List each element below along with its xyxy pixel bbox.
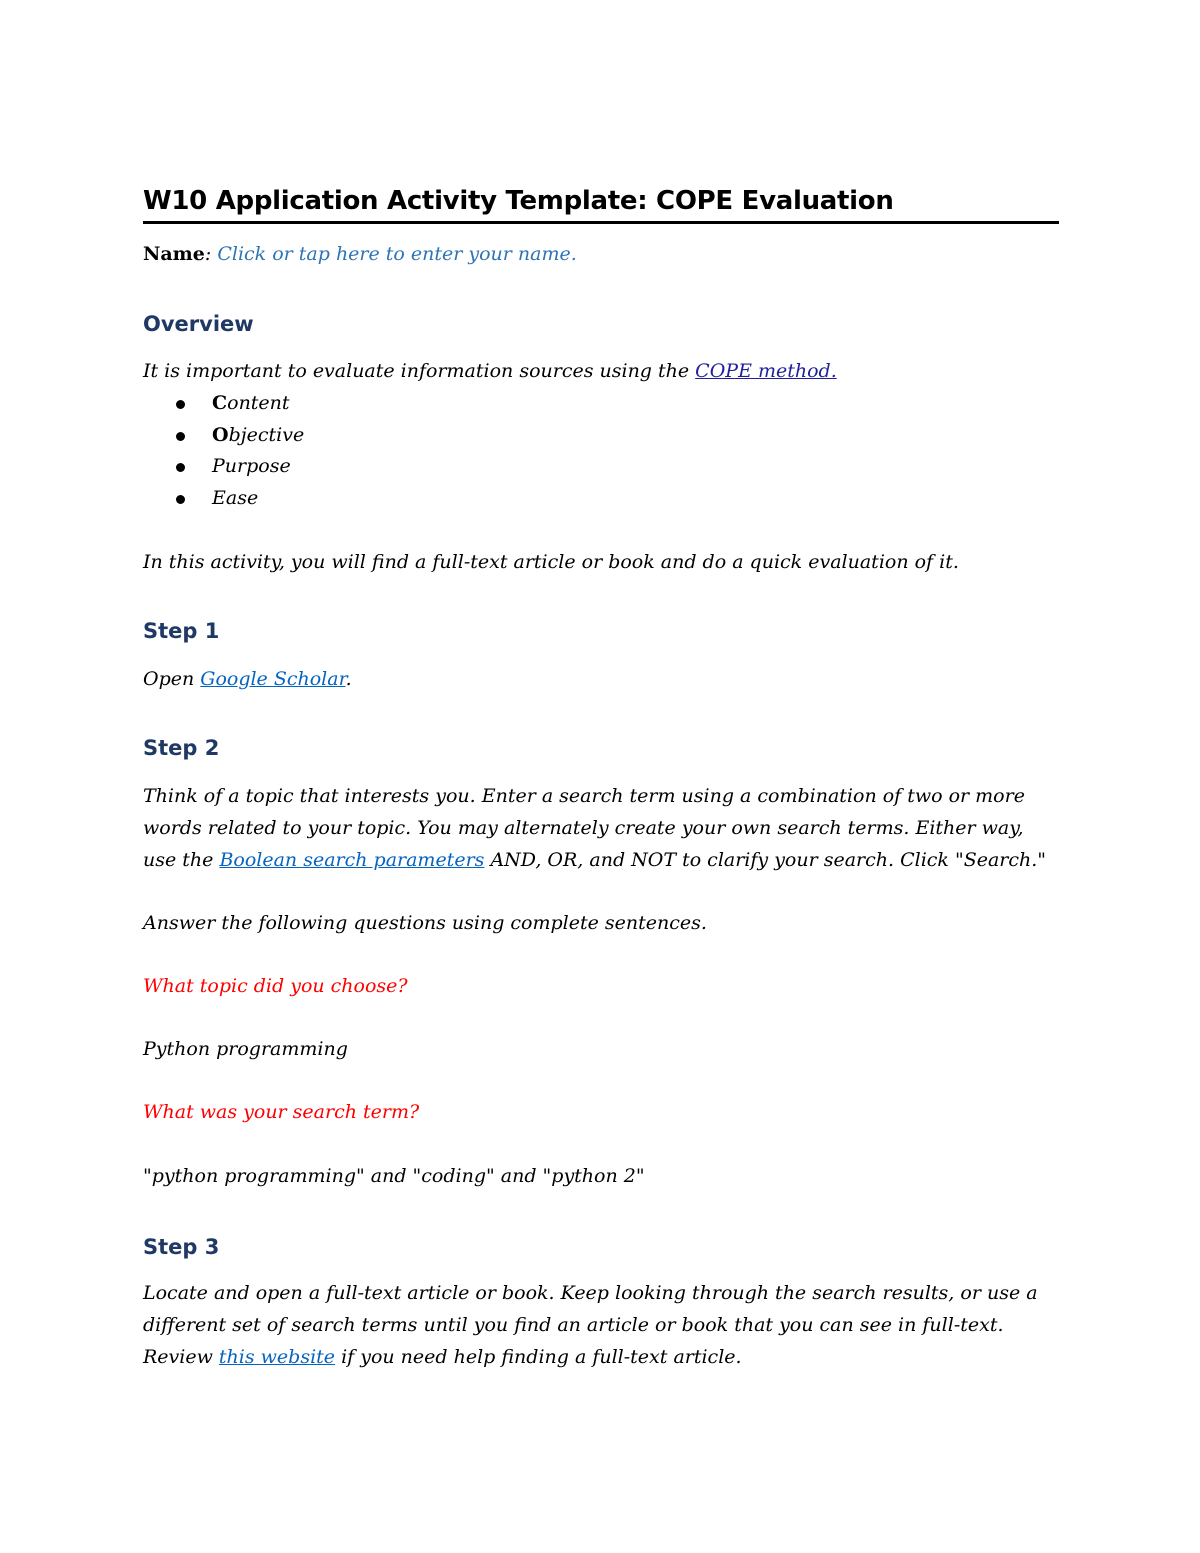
step3-line-3 — [143, 1341, 742, 1373]
step1-text-after: . — [345, 668, 352, 690]
name-line — [143, 238, 577, 270]
step1-text-before: Open — [143, 668, 201, 690]
step3-heading: Step 3 — [143, 1235, 220, 1259]
bullet-icon — [176, 432, 185, 441]
this-website-link[interactable]: this website — [218, 1346, 336, 1368]
bullet-text: ontent — [227, 392, 290, 414]
step2-heading: Step 2 — [143, 736, 220, 760]
step2-line-3-before: use the — [143, 849, 220, 871]
name-colon: : — [204, 243, 218, 265]
step2-line-3-after: AND, OR, and NOT to clarify your search. Click "Search." — [484, 849, 1047, 871]
activity-description: In this activity, you will find a full-text article or book and do a quick evaluation of it. — [143, 551, 959, 573]
overview-intro-text: It is important to evaluate information sources using the — [143, 360, 696, 382]
answer-search-term: "python programming" and "coding" and "python 2" — [143, 1165, 645, 1187]
list-item — [143, 388, 304, 420]
bullet-text: Ease — [212, 486, 259, 509]
bullet-text: bjective — [228, 423, 305, 446]
step2-line-2: words related to your topic. You may alternately create your own search terms. Either way, — [143, 817, 1024, 839]
overview-intro — [143, 355, 837, 387]
boolean-search-link[interactable]: Boolean search parameters — [219, 849, 485, 871]
bullet-initial: O — [212, 423, 229, 446]
page-title: W10 Application Activity Template: COPE Evaluation — [143, 183, 1059, 224]
cope-method-link[interactable]: COPE method. — [695, 360, 837, 382]
step3-line-1: Locate and open a full-text article or book. Keep looking through the search results, or use a — [143, 1282, 1038, 1304]
google-scholar-link[interactable]: Google Scholar — [200, 668, 346, 690]
question-search-term: What was your search term? — [143, 1101, 420, 1123]
name-label: Name — [143, 243, 205, 265]
step3-line-3-before: Review — [143, 1346, 219, 1368]
step1-heading: Step 1 — [143, 619, 220, 643]
overview-heading: Overview — [143, 312, 254, 336]
bullet-icon — [176, 463, 185, 472]
bullet-icon — [176, 495, 185, 504]
answer-topic: Python programming — [143, 1038, 348, 1060]
question-topic: What topic did you choose? — [143, 975, 408, 997]
list-item — [143, 483, 304, 515]
name-input-placeholder[interactable]: Click or tap here to enter your name. — [217, 243, 577, 265]
list-item — [143, 420, 304, 452]
list-item — [143, 451, 304, 483]
answer-instruction: Answer the following questions using complete sentences. — [143, 912, 707, 934]
cope-list — [143, 388, 304, 514]
bullet-text: Purpose — [212, 455, 291, 477]
step2-line-3 — [143, 844, 1046, 876]
step2-line-1: Think of a topic that interests you. Enter a search term using a combination of two or more — [143, 785, 1025, 807]
step1-text — [143, 663, 352, 695]
bullet-icon — [176, 400, 185, 409]
step3-line-2: different set of search terms until you find an article or book that you can see in full-text. — [143, 1314, 1004, 1336]
bullet-initial: C — [212, 392, 228, 414]
step3-line-3-after: if you need help finding a full-text article. — [335, 1346, 742, 1368]
